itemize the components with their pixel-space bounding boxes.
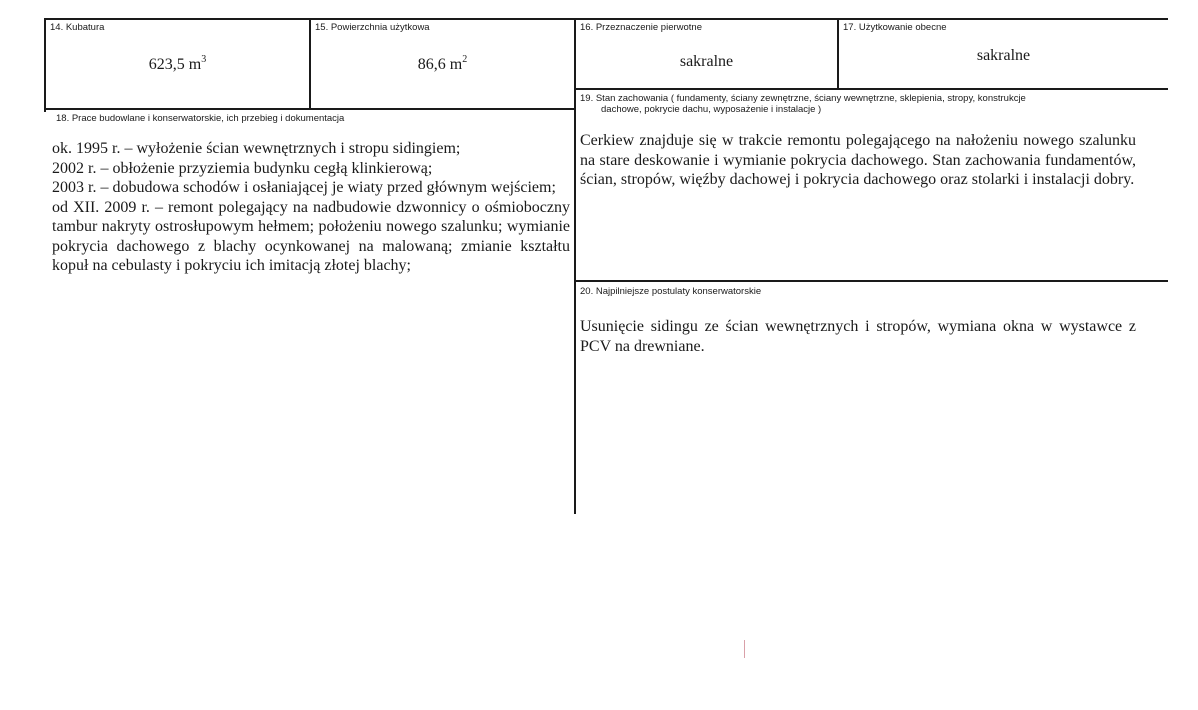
field-14-value — [46, 56, 309, 74]
field-18-text — [52, 139, 570, 276]
field-19-text — [580, 131, 1136, 190]
field-17-label: 17. Użytkowanie obecne — [843, 22, 947, 33]
scan-mark — [744, 640, 745, 658]
field-16-label: 16. Przeznaczenie pierwotne — [580, 22, 702, 33]
row-divider-right — [574, 88, 1168, 90]
row-divider-left — [44, 108, 576, 110]
row-divider-19-20 — [574, 280, 1168, 282]
field-16-value: sakralne — [679, 53, 734, 70]
field-15-number: 86,6 m — [417, 56, 463, 73]
field-20-text — [580, 317, 1136, 356]
field-14-number: 623,5 m — [148, 56, 202, 73]
field-19-label — [580, 93, 1160, 115]
top-border — [44, 18, 1168, 20]
field-18-label: 18. Prace budowlane i konserwatorskie, ich przebieg i dokumentacja — [56, 113, 345, 124]
field-20-paragraph: Usunięcie sidingu ze ścian wewnętrznych i stropów, wymiana okna w wystawce z PCV na drewniane. — [580, 318, 1136, 355]
field-14-unit-exponent: 3 — [201, 54, 207, 65]
field-19-label-line-2: dachowe, pokrycie dachu, wyposażenie i instalacje ) — [601, 104, 822, 115]
field-20-label: 20. Najpilniejsze postulaty konserwatorskie — [580, 286, 762, 297]
field-14-label: 14. Kubatura — [50, 22, 105, 33]
field-15-unit-exponent: 2 — [462, 54, 468, 65]
field-17-value: sakralne — [976, 47, 1031, 64]
field-15-value — [311, 56, 574, 74]
divider-15-16 — [574, 18, 576, 514]
field-18-entry: od XII. 2009 r. – remont polegający na nadbudowie dzwonnicy o ośmioboczny tambur nakryty ostrosłupowym hełmem; położeniu nowego szalunku; wymianie pokrycia dachowego z blachy ocynkowanej na malowaną; zmianie kształtu kopuł na cebulasty i pokryciu ich imitacją złotej blachy; — [52, 198, 570, 274]
field-18-entry: ok. 1995 r. – wyłożenie ścian wewnętrznych i stropu sidingiem; — [52, 140, 461, 157]
field-19-label-line-1: 19. Stan zachowania ( fundamenty, ściany zewnętrzne, ściany wewnętrzne, sklepienia, stropy, konstrukcje — [580, 93, 1026, 104]
field-18-entry: 2003 r. – dobudowa schodów i osłaniającej je wiaty przed głównym wejściem; — [52, 179, 556, 196]
field-18-entry: 2002 r. – obłożenie przyziemia budynku cegłą klinkierową; — [52, 159, 433, 177]
field-15-label: 15. Powierzchnia użytkowa — [315, 22, 430, 33]
field-19-paragraph: Cerkiew znajduje się w trakcie remontu polegającego na nałożeniu nowego szalunku na stare deskowanie i wymianie pokrycia dachowego. Stan zachowania fundamentów, ścian, stropów, więźby dachowej i pokrycia dachowego oraz stolarki i instalacji dobry. — [580, 132, 1136, 188]
